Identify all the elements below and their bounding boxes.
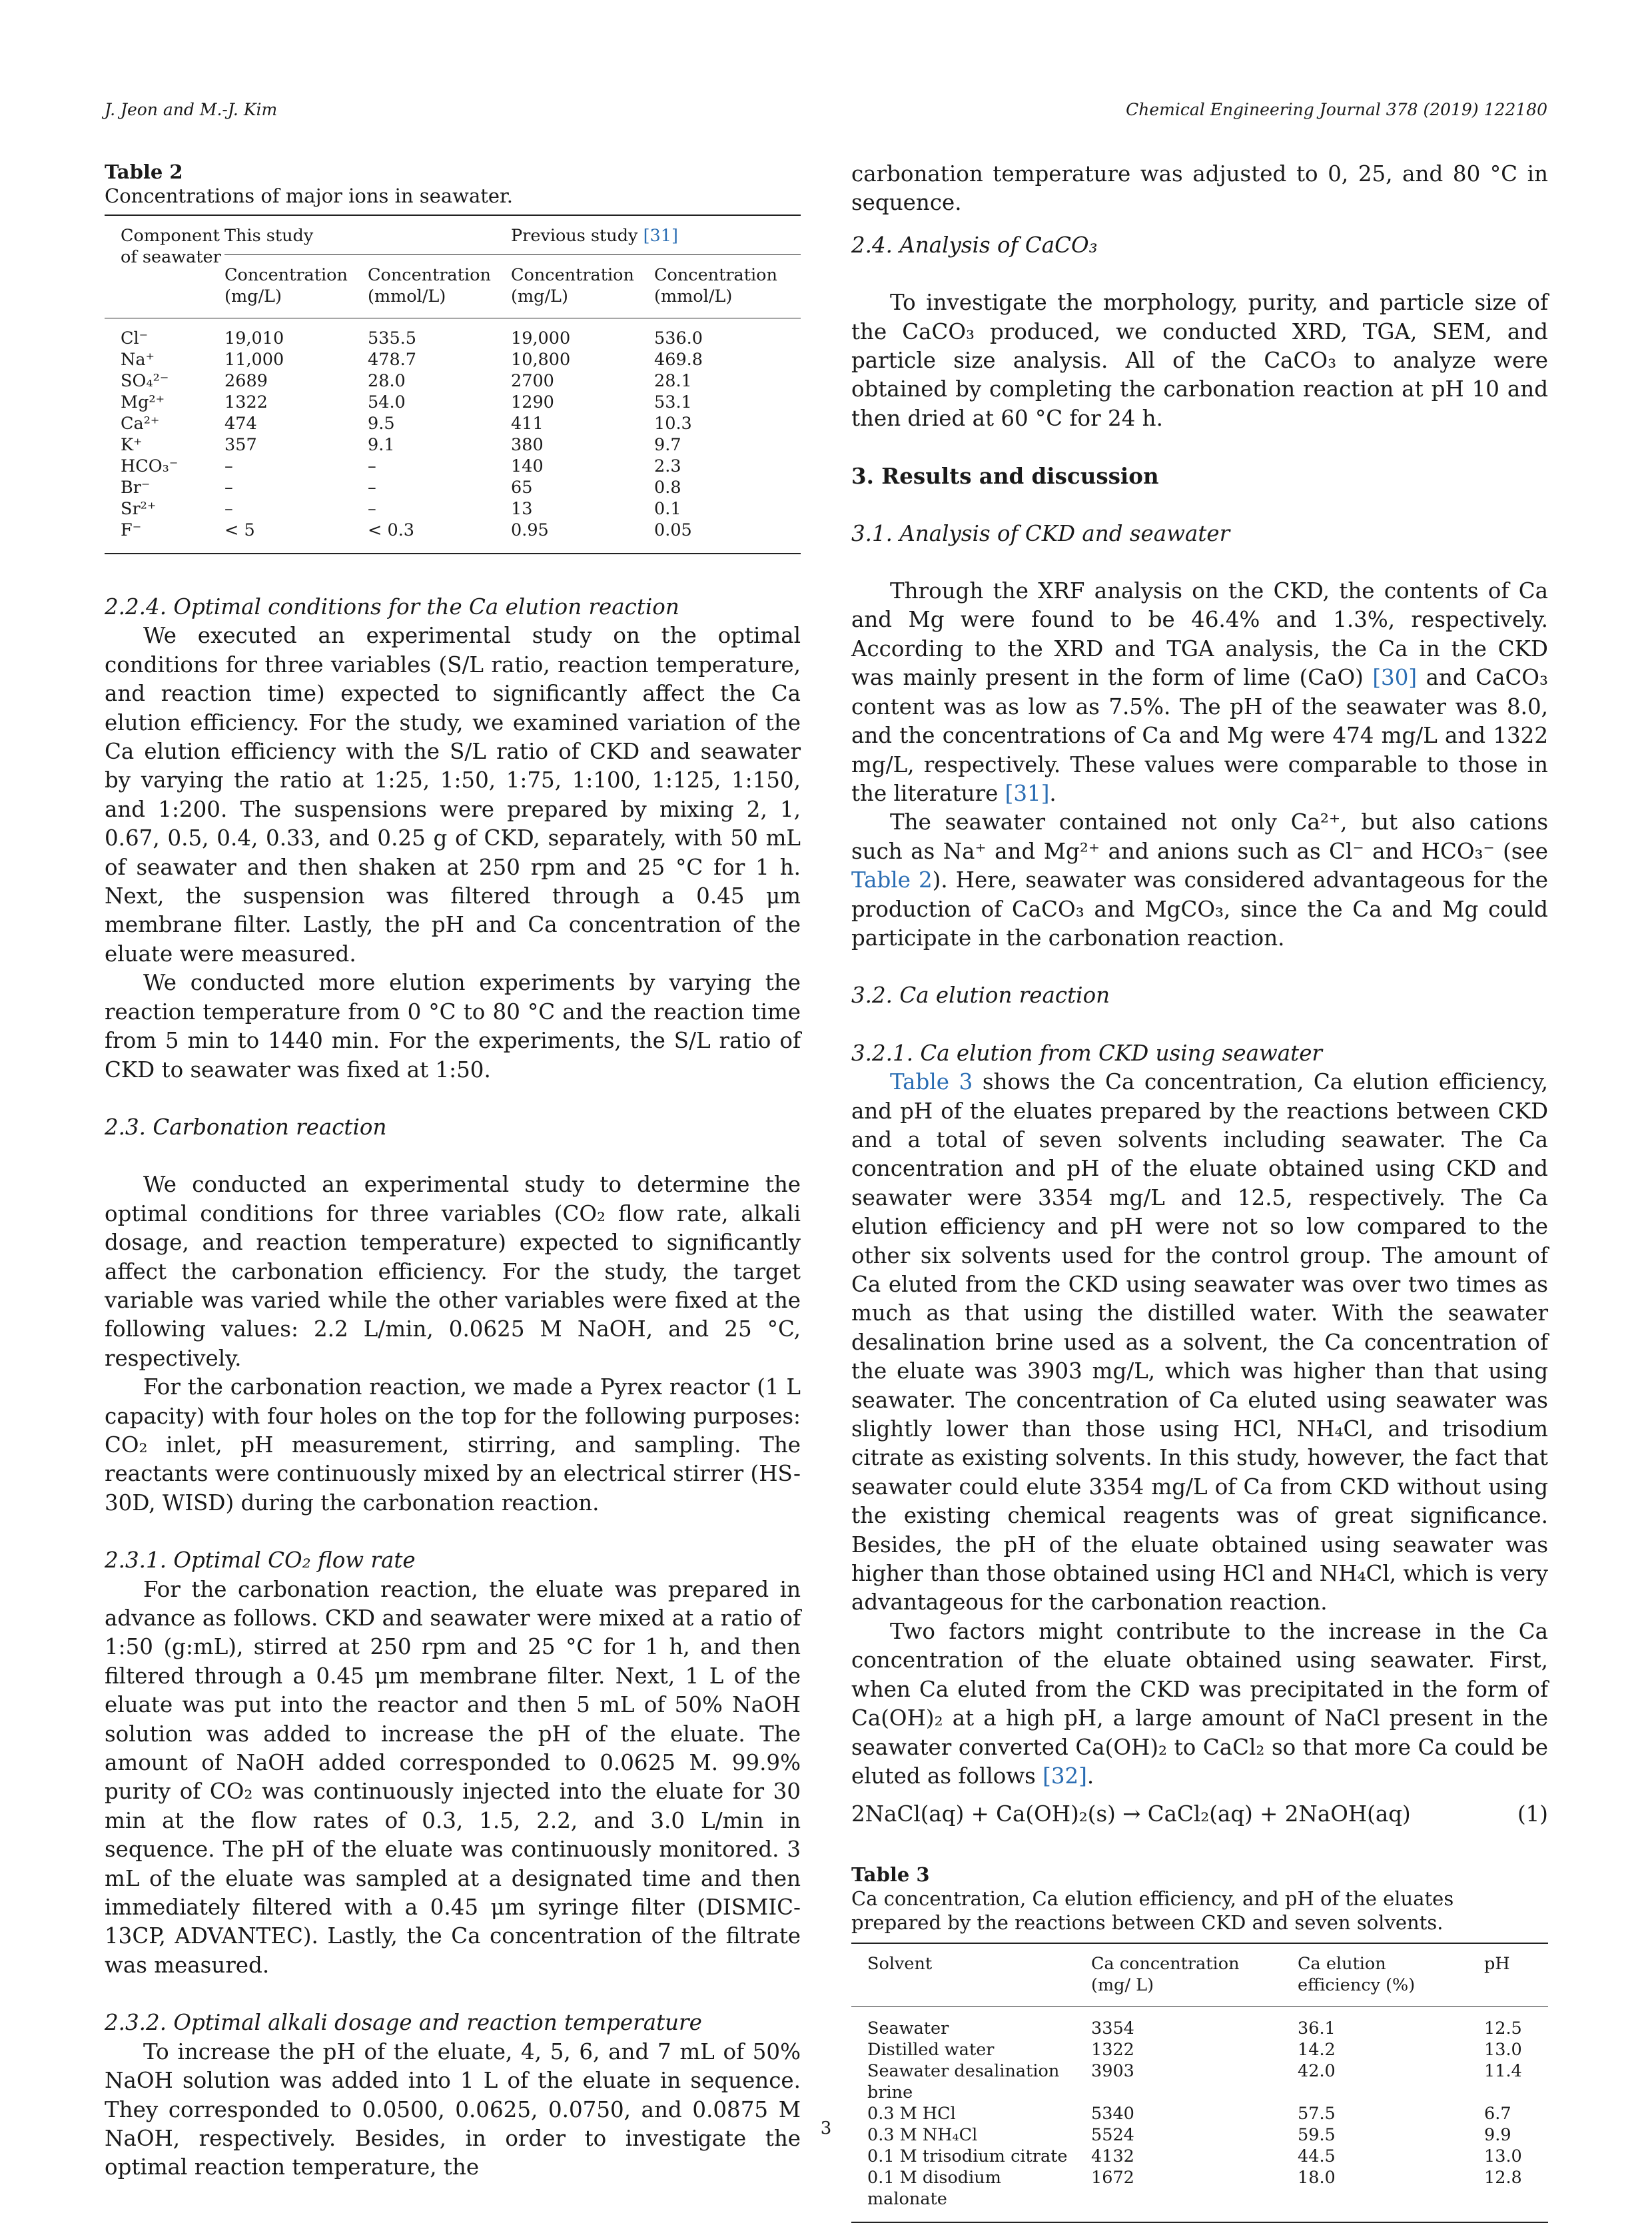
table-3-body xyxy=(851,2006,1548,2222)
equation xyxy=(851,1800,1548,1829)
concentration-cell: 19,000 xyxy=(511,328,571,348)
concentration-cell: 0.95 xyxy=(511,520,549,540)
table-row xyxy=(105,318,801,350)
solvent-cell: 0.1 M disodium malonate xyxy=(867,2167,1001,2209)
concentration-cell: 2689 xyxy=(224,371,268,391)
concentration-cell: – xyxy=(368,478,376,498)
concentration-cell: 0.1 xyxy=(654,499,681,519)
table-3-grid xyxy=(851,1943,1548,2223)
concentration-cell: 53.1 xyxy=(654,392,692,412)
concentration-cell: 65 xyxy=(511,478,533,498)
concentration-cell: 474 xyxy=(224,414,257,434)
paragraph: We conducted more elution experiments by varying the reaction temperature from 0 °C to 80 °C and the reaction time from 5 min to 1440 min. For the experiments, the S/L ratio of CKD to seawater was fixed at 1:50. xyxy=(105,970,801,1083)
concentration-cell: – xyxy=(224,478,233,498)
elution-efficiency-cell: 18.0 xyxy=(1298,2167,1336,2188)
solvent-cell: 0.3 M NH₄Cl xyxy=(867,2124,978,2145)
paragraph: Table 3 shows the Ca concentration, Ca elution efficiency, and pH of the eluates prepared by the reactions between CKD and a total of seven solvents including seawater. The Ca concentration and pH of the eluate obtained using CKD and seawater were 3354 mg/L and 12.5, respectively. The Ca elution efficiency and pH were not so low compared to the other six solvents used for the control group. The amount of Ca eluted from the CKD using seawater was over two times as much as that using the distilled water. With the seawater desalination brine used as a solvent, the Ca concentration of the eluate was 3903 mg/L, which was higher than that using seawater. The concentration of Ca eluted using seawater was slightly lower than those using HCl, NH₄Cl, and trisodium citrate as existing solvents. In this study, however, the fact that seawater could elute 3354 mg/L of Ca from CKD without using the existing chemical reagents was of great significance. Besides, the pH of the eluate obtained using seawater was higher than those obtained using HCl and NH₄Cl, which is very advantageous for the carbonation reaction. xyxy=(851,1069,1548,1615)
concentration-cell: 13 xyxy=(511,499,533,519)
concentration-cell: – xyxy=(224,456,233,476)
table-row xyxy=(105,477,801,498)
paragraph: Two factors might contribute to the increase in the Ca concentration of the eluate obtained using seawater. First, when Ca eluted from the CKD was precipitated in the form of Ca(OH)₂ at a high pH, a large amount of NaCl present in the seawater converted Ca(OH)₂ to CaCl₂ so that more Ca could be eluted as follows [32]. xyxy=(851,1618,1548,1789)
concentration-cell: 9.5 xyxy=(368,414,395,434)
concentration-cell: 357 xyxy=(224,435,257,455)
section-heading: 3.2. Ca elution reaction xyxy=(851,983,1110,1009)
concentration-cell: 9.7 xyxy=(654,435,681,455)
concentration-cell: – xyxy=(368,456,376,476)
table-2-caption: Concentrations of major ions in seawater. xyxy=(105,185,513,207)
ph-cell: 6.7 xyxy=(1484,2103,1511,2124)
table-2-title: Table 2 xyxy=(105,161,183,183)
table-2-header-component: Component of seawater xyxy=(121,226,221,267)
table-3-header-conc: Ca concentration (mg/ L) xyxy=(1091,1953,1240,1995)
table-row xyxy=(105,392,801,413)
table-row xyxy=(105,498,801,520)
concentration-cell: 0.8 xyxy=(654,478,681,498)
table-3-header-eff: Ca elution efficiency (%) xyxy=(1298,1953,1416,1995)
ph-cell: 13.0 xyxy=(1484,2039,1522,2060)
section-heading: 3.2.1. Ca elution from CKD using seawater xyxy=(851,1040,1322,1066)
table-2 xyxy=(105,160,801,554)
ion-name-cell: Br⁻ xyxy=(121,478,151,498)
elution-efficiency-cell: 36.1 xyxy=(1298,2018,1336,2038)
concentration-cell: 1290 xyxy=(511,392,554,412)
table-2-subheader: Concentration (mg/L) xyxy=(511,265,634,306)
table-row xyxy=(851,2006,1548,2039)
concentration-cell: – xyxy=(224,499,233,519)
concentration-cell: 28.0 xyxy=(368,371,406,391)
ion-name-cell: Sr²⁺ xyxy=(121,499,157,519)
section-heading: 2.3.1. Optimal CO₂ flow rate xyxy=(105,1548,416,1573)
table-row xyxy=(105,434,801,456)
ion-name-cell: HCO₃⁻ xyxy=(121,456,179,476)
table-2-body xyxy=(105,318,801,554)
ion-name-cell: Mg²⁺ xyxy=(121,392,165,412)
ref-link[interactable]: [32] xyxy=(1042,1763,1087,1789)
ref-link[interactable]: [30] xyxy=(1372,665,1418,691)
concentration-cell: 10.3 xyxy=(654,414,692,434)
table-2-subheader: Concentration (mmol/L) xyxy=(654,265,777,306)
table-3-title: Table 3 xyxy=(851,1863,930,1886)
ph-cell: 13.0 xyxy=(1484,2146,1522,2166)
ca-concentration-cell: 3354 xyxy=(1091,2018,1134,2038)
table-row xyxy=(105,370,801,392)
equation-number: (1) xyxy=(1517,1801,1548,1827)
elution-efficiency-cell: 57.5 xyxy=(1298,2103,1336,2124)
table-row xyxy=(851,2060,1548,2103)
concentration-cell: 0.05 xyxy=(654,520,692,540)
solvent-cell: 0.3 M HCl xyxy=(867,2103,956,2124)
table-row xyxy=(105,349,801,370)
section-heading: 2.3. Carbonation reaction xyxy=(105,1114,387,1140)
ref-link[interactable]: [31] xyxy=(1005,780,1050,806)
left-column xyxy=(105,160,801,2182)
ion-name-cell: SO₄²⁻ xyxy=(121,371,169,391)
table-3-header-solvent: Solvent xyxy=(867,1953,933,1974)
concentration-cell: 9.1 xyxy=(368,435,395,455)
table-2-subheader: Concentration (mmol/L) xyxy=(368,265,491,306)
running-header-authors: J. Jeon and M.-J. Kim xyxy=(105,100,278,119)
table-row xyxy=(105,456,801,477)
concentration-cell: 536.0 xyxy=(654,328,703,348)
section-heading: 3.1. Analysis of CKD and seawater xyxy=(851,520,1230,546)
ca-concentration-cell: 3903 xyxy=(1091,2060,1134,2081)
table-link[interactable]: Table 3 xyxy=(890,1069,973,1095)
paragraph: The seawater contained not only Ca²⁺, but also cations such as Na⁺ and Mg²⁺ and anions such as Cl⁻ and HCO₃⁻ (see Table 2). Here, seawater was considered advantageous for the production of CaCO₃ and MgCO₃, since the Ca and Mg could participate in the carbonation reaction. xyxy=(851,809,1548,951)
concentration-cell: 1322 xyxy=(224,392,268,412)
concentration-cell: 2.3 xyxy=(654,456,681,476)
concentration-cell: 411 xyxy=(511,414,544,434)
paragraph: For the carbonation reaction, we made a Pyrex reactor (1 L capacity) with four holes on the top for the following purposes: CO₂ inlet, pH measurement, stirring, and sampling. The reactants were continuously mixed by an electrical stirrer (HS-30D, WISD) during the carbonation reaction. xyxy=(105,1374,801,1516)
paragraph: For the carbonation reaction, the eluate was prepared in advance as follows. CKD and seawater were mixed at a ratio of 1:50 (g:mL), stirred at 250 rpm and 25 °C for 1 h, and then filtered through a 0.45 μm membrane filter. Next, 1 L of the eluate was put into the reactor and then 5 mL of 50% NaOH solution was added to increase the pH of the eluate. The amount of NaOH added corresponded to 0.0625 M. 99.9% purity of CO₂ was continuously injected into the eluate for 30 min at the flow rates of 0.3, 1.5, 2.2, and 3.0 L/min in sequence. The pH of the eluate was continuously monitored. 3 mL of the eluate was sampled at a designated time and then immediately filtered with a 0.45 μm syringe filter (DISMIC-13CP, ADVANTEC). Lastly, the Ca concentration of the filtrate was measured. xyxy=(105,1576,801,1978)
solvent-cell: Distilled water xyxy=(867,2039,995,2060)
concentration-cell: 54.0 xyxy=(368,392,406,412)
table-2-header-previous-study: Previous study [31] xyxy=(511,215,801,255)
ion-name-cell: Cl⁻ xyxy=(121,328,149,348)
concentration-cell: 28.1 xyxy=(654,371,692,391)
ca-concentration-cell: 1322 xyxy=(1091,2039,1134,2060)
section-heading: 2.2.4. Optimal conditions for the Ca elution reaction xyxy=(105,594,679,620)
ph-cell: 11.4 xyxy=(1484,2060,1522,2081)
ref-link[interactable]: [31] xyxy=(643,226,678,246)
table-link[interactable]: Table 2 xyxy=(851,867,933,893)
paragraph: To increase the pH of the eluate, 4, 5, 6, and 7 mL of 50% NaOH solution was added into 1 L of the eluate in sequence. They corresponded to 0.0500, 0.0625, 0.0750, and 0.0875 M NaOH, respectively. Besides, in order to investigate the optimal reaction temperature, the xyxy=(105,2038,801,2180)
concentration-cell: < 5 xyxy=(224,520,255,540)
concentration-cell: – xyxy=(368,499,376,519)
section-heading: 2.4. Analysis of CaCO₃ xyxy=(851,232,1098,258)
elution-efficiency-cell: 59.5 xyxy=(1298,2124,1336,2145)
paragraph: carbonation temperature was adjusted to 0, 25, and 80 °C in sequence. xyxy=(851,161,1548,216)
ca-concentration-cell: 4132 xyxy=(1091,2146,1134,2166)
ca-concentration-cell: 5340 xyxy=(1091,2103,1134,2124)
paragraph: We conducted an experimental study to determine the optimal conditions for three variables (CO₂ flow rate, alkali dosage, and reaction temperature) expected to significantly affect the carbonation efficiency. For the study, the target variable was varied while the other variables were fixed at the following values: 2.2 L/min, 0.0625 M NaOH, and 25 °C, respectively. xyxy=(105,1172,801,1371)
running-header-journal: Chemical Engineering Journal 378 (2019) 122180 xyxy=(1126,100,1547,119)
concentration-cell: 478.7 xyxy=(368,350,417,370)
solvent-cell: Seawater xyxy=(867,2018,949,2038)
concentration-cell: 535.5 xyxy=(368,328,417,348)
paragraph: To investigate the morphology, purity, and particle size of the CaCO₃ produced, we conducted XRD, TGA, SEM, and particle size analysis. All of the CaCO₃ to analyze were obtained by completing the carbonation reaction at pH 10 and then dried at 60 °C for 24 h. xyxy=(851,290,1548,431)
paragraph: We executed an experimental study on the optimal conditions for three variables (S/L ratio, reaction temperature, and reaction time) expected to significantly affect the Ca elution efficiency. For the study, we examined variation of the Ca elution efficiency with the S/L ratio of CKD and seawater by varying the ratio at 1:25, 1:50, 1:75, 1:100, 1:125, 1:150, and 1:200. The suspensions were prepared by mixing 2, 1, 0.67, 0.5, 0.4, 0.33, and 0.25 g of CKD, separately, with 50 mL of seawater and then shaken at 250 rpm and 25 °C for 1 h. Next, the suspension was filtered through a 0.45 μm membrane filter. Lastly, the pH and Ca concentration of the eluate were measured. xyxy=(105,623,801,967)
elution-efficiency-cell: 42.0 xyxy=(1298,2060,1336,2081)
equation-body: 2NaCl(aq) + Ca(OH)₂(s) → CaCl₂(aq) + 2NaOH(aq) xyxy=(851,1801,1411,1827)
table-row xyxy=(851,2039,1548,2060)
ph-cell: 12.5 xyxy=(1484,2018,1522,2038)
concentration-cell: 2700 xyxy=(511,371,554,391)
page-number: 3 xyxy=(820,2118,832,2138)
concentration-cell: 140 xyxy=(511,456,544,476)
table-2-grid xyxy=(105,215,801,554)
ca-concentration-cell: 1672 xyxy=(1091,2167,1134,2188)
table-row xyxy=(105,520,801,554)
solvent-cell: Seawater desalination brine xyxy=(867,2060,1060,2102)
table-2-header-this-study: This study xyxy=(224,215,511,255)
section-heading: 3. Results and discussion xyxy=(851,463,1159,490)
ca-concentration-cell: 5524 xyxy=(1091,2124,1134,2145)
concentration-cell: 19,010 xyxy=(224,328,284,348)
elution-efficiency-cell: 44.5 xyxy=(1298,2146,1336,2166)
ion-name-cell: Na⁺ xyxy=(121,350,155,370)
concentration-cell: 11,000 xyxy=(224,350,284,370)
paragraph: Through the XRF analysis on the CKD, the contents of Ca and Mg were found to be 46.4% and 1.3%, respectively. According to the XRD and TGA analysis, the Ca in the CKD was mainly present in the form of lime (CaO) [30] and CaCO₃ content was as low as 7.5%. The pH of the seawater was 8.0, and the concentrations of Ca and Mg were 474 mg/L and 1322 mg/L, respectively. These values were comparable to those in the literature [31]. xyxy=(851,578,1548,806)
ion-name-cell: F⁻ xyxy=(121,520,142,540)
right-column xyxy=(851,160,1548,2223)
section-heading: 2.3.2. Optimal alkali dosage and reaction temperature xyxy=(105,2010,702,2036)
ph-cell: 12.8 xyxy=(1484,2167,1522,2188)
solvent-cell: 0.1 M trisodium citrate xyxy=(867,2146,1068,2166)
concentration-cell: 469.8 xyxy=(654,350,703,370)
concentration-cell: 10,800 xyxy=(511,350,571,370)
ph-cell: 9.9 xyxy=(1484,2124,1511,2145)
concentration-cell: 380 xyxy=(511,435,544,455)
concentration-cell: < 0.3 xyxy=(368,520,415,540)
table-3-header-ph: pH xyxy=(1484,1953,1510,1974)
ion-name-cell: K⁺ xyxy=(121,435,143,455)
elution-efficiency-cell: 14.2 xyxy=(1298,2039,1336,2060)
table-3 xyxy=(851,1863,1548,2223)
table-2-subheader: Concentration (mg/L) xyxy=(224,265,348,306)
table-row xyxy=(105,413,801,434)
ion-name-cell: Ca²⁺ xyxy=(121,414,160,434)
table-3-caption: Ca concentration, Ca elution efficiency, and pH of the eluates prepared by the reactions between CKD and seven solvents. xyxy=(851,1887,1454,1934)
table-row xyxy=(851,2167,1548,2222)
table-row xyxy=(851,2146,1548,2167)
